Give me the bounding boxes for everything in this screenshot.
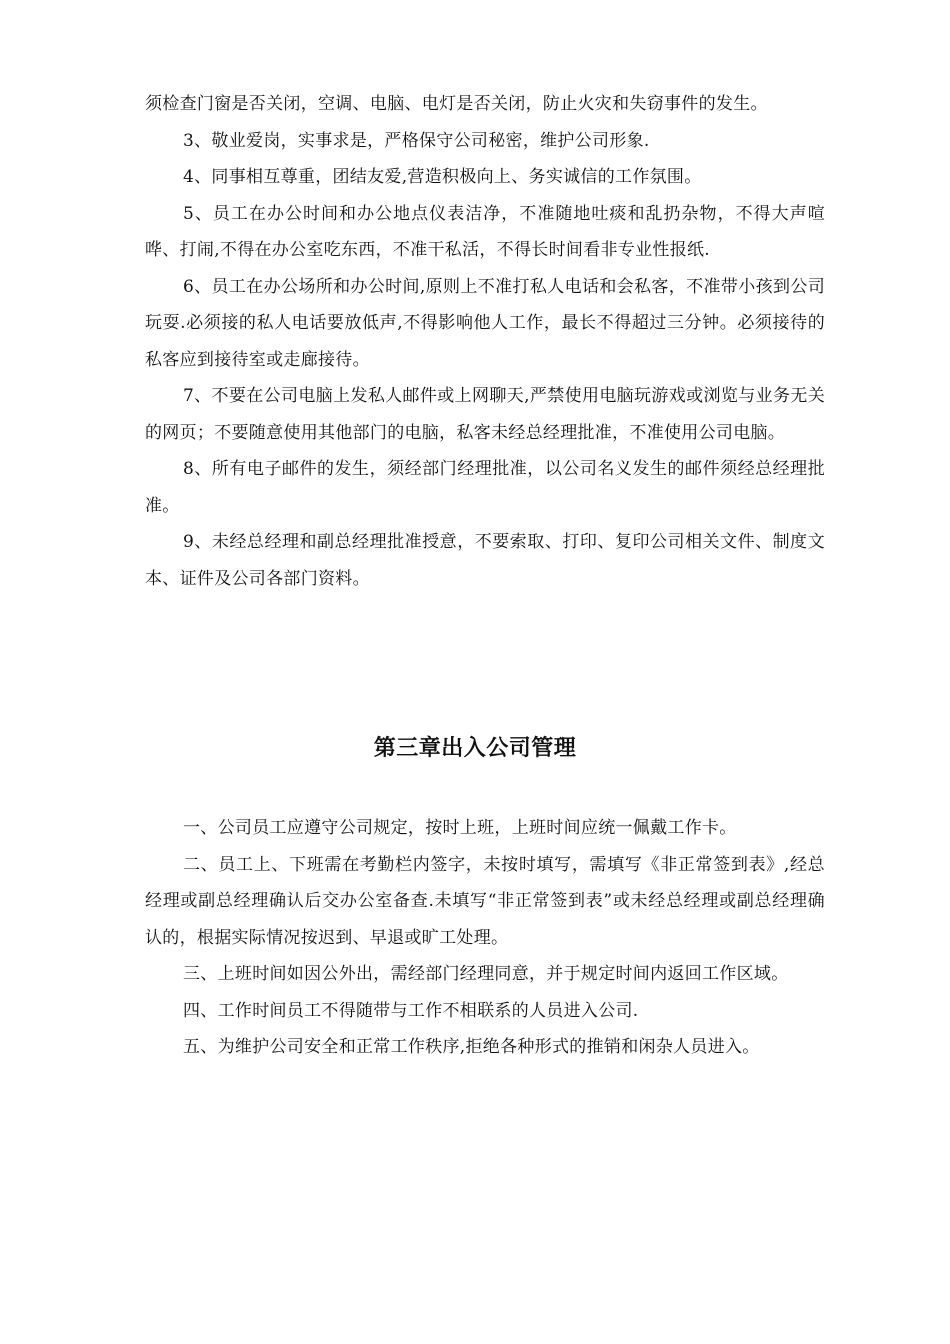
rule-8: 8、所有电子邮件的发生，须经部门经理批准，以公司名义发生的邮件须经总经理批准。 [145,459,825,516]
rule-7: 7、不要在公司电脑上发私人邮件或上网聊天,严禁使用电脑玩游戏或浏览与业务无关的网页；不要随意使用其他部门的电脑，私客未经总经理批准，不准使用公司电脑。 [145,386,825,443]
item-3: 三、上班时间如因公外出，需经部门经理同意，并于规定时间内返回工作区域。 [183,964,789,984]
rule-4: 4、同事相互尊重，团结友爱,营造积极向上、务实诚信的工作氛围。 [183,167,702,187]
rule-6: 6、员工在办公场所和办公时间,原则上不准打私人电话和会私客，不准带小孩到公司玩耍.必须接的私人电话要放低声,不得影响他人工作，最长不得超过三分钟。必须接待的私客应到接待室或走廊接待。 [145,276,825,370]
rule-9: 9、未经总经理和副总经理批准授意，不要索取、打印、复印公司相关文件、制度文本、证件及公司各部门资料。 [145,532,825,589]
rule-5: 5、员工在办公时间和办公地点仪表洁净，不准随地吐痰和乱扔杂物，不得大声喧哗、打闹,不得在办公室吃东西，不准干私活，不得长时间看非专业性报纸. [145,203,825,260]
continued-paragraph: 须检查门窗是否关闭，空调、电脑、电灯是否关闭，防止火灾和失窃事件的发生。 [145,94,768,114]
chapter-title: 第三章出入公司管理 [373,736,577,761]
item-5: 五、为维护公司安全和正常工作秩序,拒绝各种形式的推销和闲杂人员进入。 [183,1037,760,1057]
office-rules-section [145,86,825,597]
entry-exit-section [145,810,825,1066]
rule-3: 3、敬业爱岗，实事求是，严格保守公司秘密，维护公司形象. [183,130,650,151]
item-1: 一、公司员工应遵守公司规定，按时上班，上班时间应统一佩戴工作卡。 [183,818,737,838]
item-2: 二、员工上、下班需在考勤栏内签字，未按时填写，需填写《非正常签到表》,经总经理或副总经理确认后交办公室备查.未填写“非正常签到表”或未经总经理或副总经理确认的，根据实际情况按迟到、早退或旷工处理。 [145,854,825,948]
item-4: 四、工作时间员工不得随带与工作不相联系的人员进入公司. [183,1000,639,1021]
